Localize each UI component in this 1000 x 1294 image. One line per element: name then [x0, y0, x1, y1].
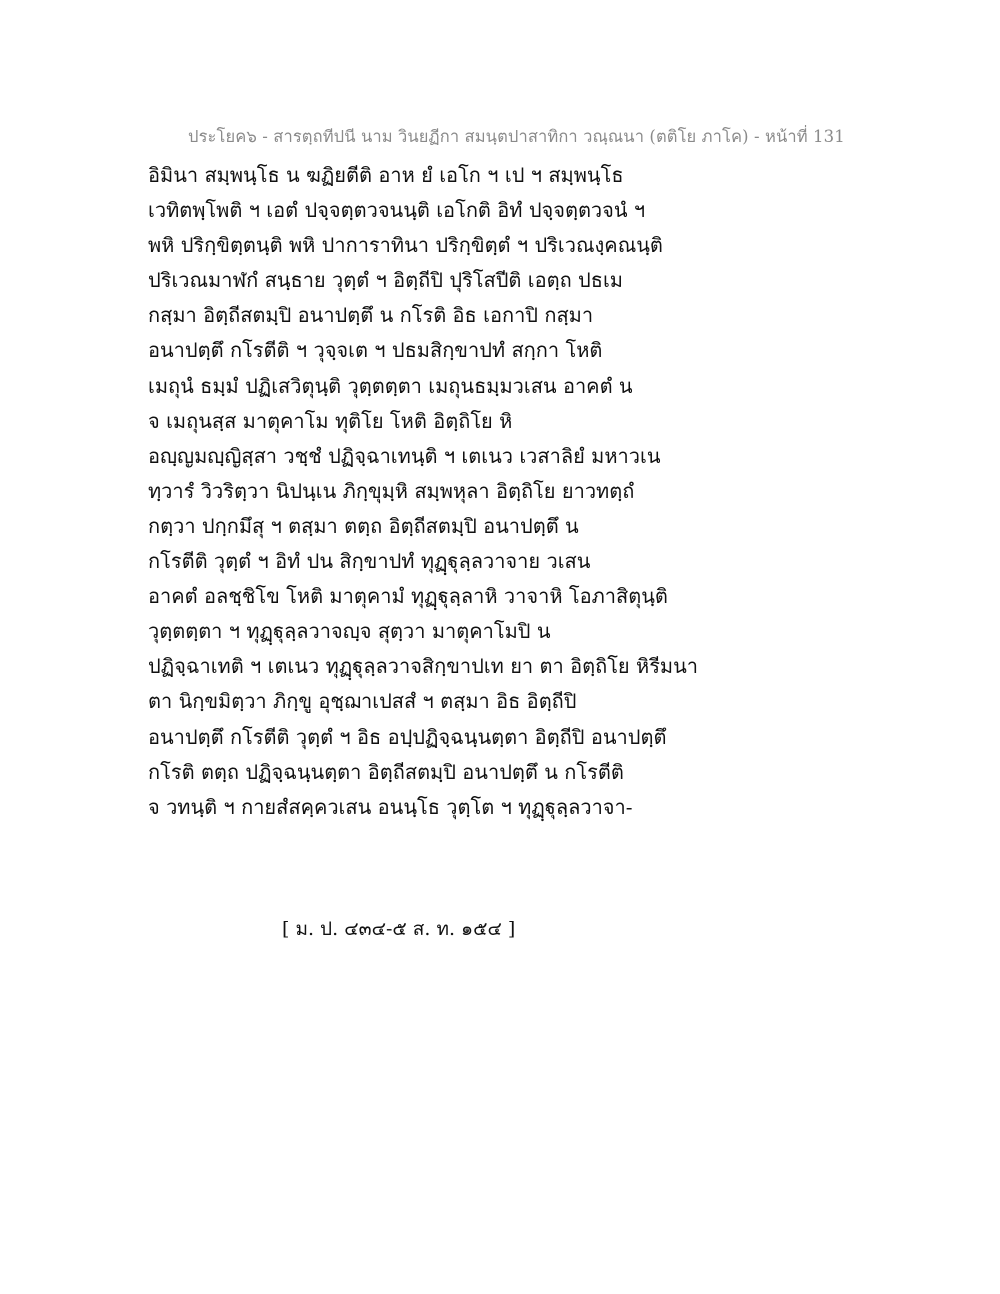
text-line: เมถุนํ ธมฺมํ ปฏิเสวิตุนฺติ วุตฺตตฺตา เมถุนธมฺมวเสน อาคตํ น [148, 373, 633, 398]
running-header: ประโยค๖ - สารตฺถทีปนี นาม วินยฏีกา สมนฺตปาสาทิกา วณฺณนา (ตติโย ภาโค) - หน้าที่ 131 [188, 127, 845, 146]
text-line: พหิ ปริกฺขิตฺตนฺติ พหิ ปาการาทินา ปริกฺขิตฺตํ ฯ ปริเวณงฺคณนฺติ [148, 233, 663, 258]
text-line: อาคตํ อลชฺชิโข โหติ มาตุคามํ ทุฏฺฐุลฺลาหิ วาจาหิ โอภาสิตุนฺติ [148, 584, 668, 609]
source-reference: [ ม. ป. ๔๓๔-๕ ส. ท. ๑๕๔ ] [282, 918, 516, 940]
text-line: เวทิตพฺโพติ ฯ เอตํ ปจฺจตฺตวจนนฺติ เอโกติ อิทํ ปจฺจตฺตวจนํ ฯ [148, 198, 646, 223]
text-line: ทฺวารํ วิวริตฺวา นิปนฺเน ภิกฺขุมฺหิ สมฺพหุลา อิตฺถิโย ยาวทตฺถํ [148, 478, 635, 503]
text-line: กตฺวา ปกฺกมึสุ ฯ ตสฺมา ตตฺถ อิตฺถีสตมฺปิ อนาปตฺตึ น [148, 513, 579, 538]
text-line: กโรตีติ วุตฺตํ ฯ อิทํ ปน สิกฺขาปทํ ทุฏฺฐุลฺลวาจาย วเสน [148, 549, 591, 574]
text-line: ปริเวณมาฬกํ สนฺธาย วุตฺตํ ฯ อิตฺถีปิ ปุริโสปีติ เอตฺถ ปธเม [148, 268, 623, 293]
text-line: ตา นิกฺขมิตฺวา ภิกฺขู อุชฺฌาเปสสํ ฯ ตสฺมา อิธ อิตฺถีปิ [148, 689, 577, 714]
text-line: กสฺมา อิตฺถีสตมฺปิ อนาปตฺตึ น กโรติ อิธ เอกาปิ กสฺมา [148, 303, 594, 328]
text-line: จ เมถุนสฺส มาตุคาโม ทุติโย โหติ อิตฺถิโย หิ [148, 408, 513, 433]
text-line: จ วทนฺติ ฯ กายสํสคฺควเสน อนนฺโธ วุตฺโต ฯ ทุฏฺฐุลฺลวาจา- [148, 794, 633, 819]
text-line: อญฺญมญฺญิสฺสา วชฺชํ ปฏิจฺฉาเทนฺติ ฯ เตเนว เวสาลิยํ มหาวเน [148, 443, 661, 468]
text-line: กโรติ ตตฺถ ปฏิจฺฉนฺนตฺตา อิตฺถีสตมฺปิ อนาปตฺตึ น กโรตีติ [148, 759, 624, 784]
text-line: อนาปตฺตึ กโรตีติ ฯ วุจฺจเต ฯ ปธมสิกฺขาปทํ สกฺกา โหติ [148, 338, 603, 363]
body-text [148, 158, 708, 825]
text-line: อิมินา สมฺพนฺโธ น ฆฏิยตีติ อาห ยํ เอโก ฯ เป ฯ สมฺพนฺโธ [148, 163, 624, 187]
text-line: อนาปตฺตึ กโรตีติ วุตฺตํ ฯ อิธ อปฺปฏิจฺฉนฺนตฺตา อิตฺถีปิ อนาปตฺตึ [148, 724, 667, 749]
text-line: วุตฺตตฺตา ฯ ทุฏฺฐุลฺลวาจญฺจ สุตฺวา มาตุคาโมปิ น [148, 619, 551, 644]
text-line: ปฏิจฺฉาเทติ ฯ เตเนว ทุฏฺฐุลฺลวาจสิกฺขาปเท ยา ตา อิตฺถิโย หิรีมนา [148, 654, 699, 679]
